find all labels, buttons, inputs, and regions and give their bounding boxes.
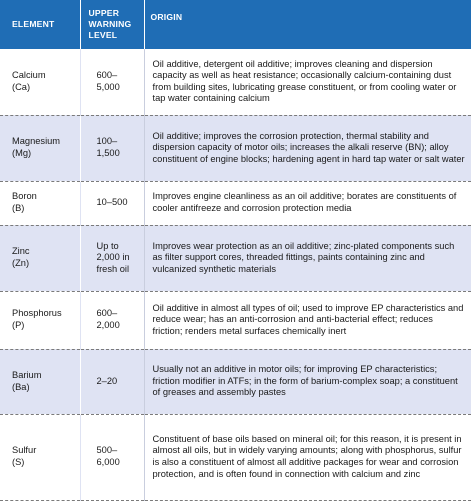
warning-level-cell: Up to 2,000 in fresh oil [80, 225, 144, 291]
element-symbol: (Ba) [12, 381, 30, 392]
element-cell [0, 115, 80, 181]
origin-cell: Oil additive, detergent oil additive; improves cleaning and dispersion capacity as well as heat resistance; occasionally calcium-containing dust from building sites, lubricating grease constituent, or from cooling water or tap water containing calcium [144, 49, 471, 115]
warning-level-cell: 600–5,000 [80, 49, 144, 115]
element-name: Sulfur [12, 445, 37, 456]
element-name: Magnesium [12, 136, 61, 147]
element-name: Boron [12, 191, 37, 202]
element-name: Calcium [12, 70, 46, 81]
element-symbol: (Zn) [12, 258, 30, 268]
warning-level-cell: 600–2,000 [80, 291, 144, 349]
element-cell [0, 49, 80, 115]
header-element [0, 0, 80, 49]
table-row [0, 414, 471, 500]
table-row [0, 225, 471, 291]
element-symbol: (B) [12, 203, 25, 213]
element-name: Phosphorus [12, 308, 62, 319]
origin-cell: Constituent of base oils based on mineral oil; for this reason, it is present in almost all oils, but in widely varying amounts; along with phosphorus, sulfur is also a constituent of almost all additive packages for wear and corrosion protection, and is often found in connection with calcium and zinc [144, 414, 471, 500]
table-row [0, 181, 471, 225]
origin-cell: Oil additive in almost all types of oil; used to improve EP characteristics and reduce wear; has an anti-corrosion and anti-bacterial effect; reduces friction; renders metal surfaces chemically inert [144, 291, 471, 349]
element-name: Barium [12, 369, 42, 380]
warning-level-cell: 500–6,000 [80, 414, 144, 500]
element-symbol: (P) [12, 320, 25, 330]
element-cell [0, 225, 80, 291]
table-body [0, 49, 471, 500]
table-row [0, 115, 471, 181]
element-cell [0, 291, 80, 349]
header-element-label: ELEMENT [12, 19, 55, 29]
header-level-line-3: LEVEL [88, 30, 118, 40]
table-header [0, 0, 471, 49]
origin-cell: Improves engine cleanliness as an oil additive; borates are constituents of cooler antifreeze and corrosion protection media [144, 181, 471, 225]
origin-cell: Improves wear protection as an oil additive; zinc-plated components such as filter support cores, threaded fittings, paints containing zinc and vulcanized synthetic materials [144, 225, 471, 291]
header-upper-warning-level [80, 0, 144, 49]
table-row [0, 291, 471, 349]
header-level-line-1: UPPER [88, 8, 120, 18]
header-level-line-2: WARNING [88, 19, 132, 29]
warning-level-cell: 2–20 [80, 349, 144, 414]
header-row [0, 0, 471, 49]
table-row [0, 349, 471, 414]
table-row [0, 49, 471, 115]
element-cell [0, 181, 80, 225]
warning-level-cell: 100–1,500 [80, 115, 144, 181]
element-cell [0, 349, 80, 414]
origin-cell: Usually not an additive in motor oils; for improving EP characteristics; friction modifier in ATFs; in the form of barium-complex soap; a constituent of greases and assembly pastes [144, 349, 471, 414]
element-symbol: (S) [12, 457, 25, 467]
element-symbol: (Mg) [12, 148, 32, 158]
header-origin-label: ORIGIN [150, 12, 183, 22]
element-name: Zinc [12, 246, 30, 257]
element-cell [0, 414, 80, 500]
warning-level-cell: 10–500 [80, 181, 144, 225]
origin-cell: Oil additive; improves the corrosion protection, thermal stability and dispersion capacity of motor oils; increases the alkali reserve (BN); alloy constituent of engine blocks; hardening agent in hard tap water or salt water [144, 115, 471, 181]
header-origin [144, 0, 471, 49]
element-symbol: (Ca) [12, 81, 31, 92]
